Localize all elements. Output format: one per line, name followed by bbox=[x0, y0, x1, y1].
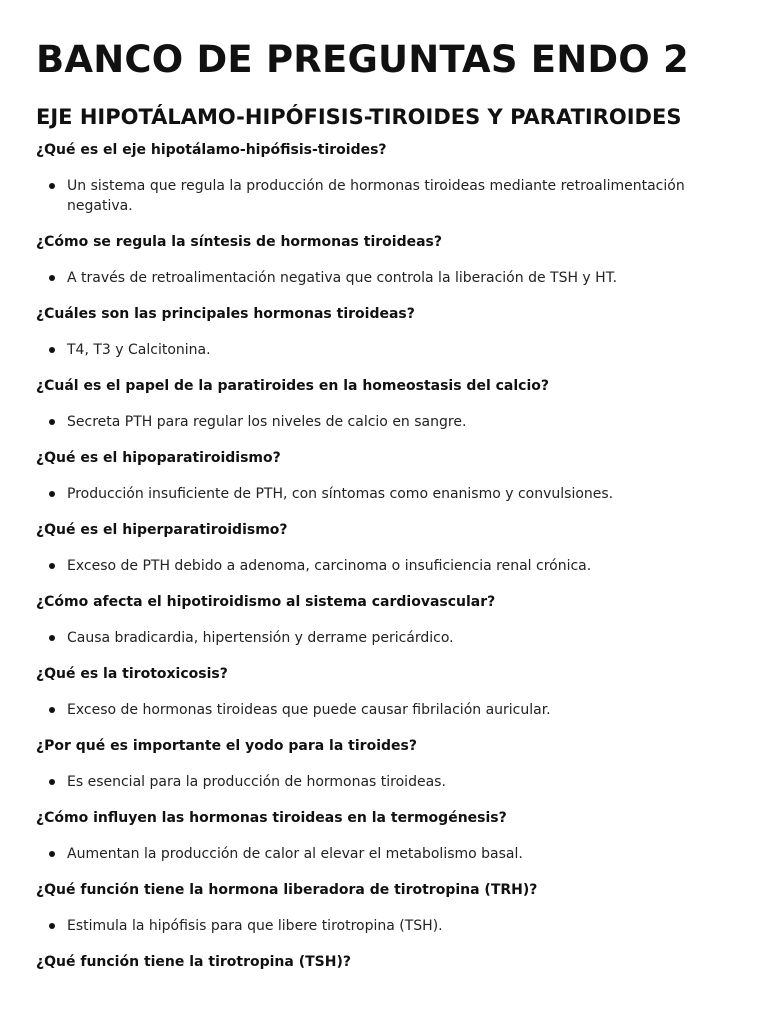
bullet-icon bbox=[49, 183, 55, 189]
qa-item bbox=[36, 736, 732, 792]
qa-item bbox=[36, 304, 732, 360]
qa-item bbox=[36, 952, 732, 972]
answer-item bbox=[36, 412, 732, 432]
answer-item bbox=[36, 772, 732, 792]
bullet-icon bbox=[49, 563, 55, 569]
bullet-icon bbox=[49, 419, 55, 425]
question-text: ¿Cómo influyen las hormonas tiroideas en la termogénesis? bbox=[36, 810, 507, 826]
question-text: ¿Cómo afecta el hipotiroidismo al sistema cardiovascular? bbox=[36, 594, 496, 610]
question-list bbox=[36, 140, 732, 988]
answer-item bbox=[36, 176, 732, 216]
question-text: ¿Cómo se regula la síntesis de hormonas tiroideas? bbox=[36, 234, 442, 250]
answer-text: Producción insuficiente de PTH, con síntomas como enanismo y convulsiones. bbox=[67, 486, 614, 502]
answer-text: Exceso de PTH debido a adenoma, carcinoma o insuficiencia renal crónica. bbox=[67, 558, 592, 574]
answer-item bbox=[36, 700, 732, 720]
answer-text: Aumentan la producción de calor al elevar el metabolismo basal. bbox=[67, 846, 523, 862]
answer-text: Estimula la hipófisis para que libere tirotropina (TSH). bbox=[67, 918, 443, 934]
answer-text: A través de retroalimentación negativa que controla la liberación de TSH y HT. bbox=[67, 270, 618, 286]
qa-item bbox=[36, 232, 732, 288]
document-title: BANCO DE PREGUNTAS ENDO 2 bbox=[36, 38, 689, 81]
answer-item bbox=[36, 628, 732, 648]
bullet-icon bbox=[49, 635, 55, 641]
answer-item bbox=[36, 556, 732, 576]
qa-item bbox=[36, 140, 732, 216]
question-text: ¿Qué es el hipoparatiroidismo? bbox=[36, 450, 281, 466]
answer-text: T4, T3 y Calcitonina. bbox=[67, 342, 211, 358]
qa-item bbox=[36, 664, 732, 720]
qa-item bbox=[36, 880, 732, 936]
bullet-icon bbox=[49, 707, 55, 713]
answer-item bbox=[36, 340, 732, 360]
question-text: ¿Cuál es el papel de la paratiroides en la homeostasis del calcio? bbox=[36, 378, 550, 394]
answer-text: Es esencial para la producción de hormonas tiroideas. bbox=[67, 774, 446, 790]
answer-item bbox=[36, 484, 732, 504]
answer-item bbox=[36, 916, 732, 936]
answer-text: Secreta PTH para regular los niveles de calcio en sangre. bbox=[67, 414, 467, 430]
question-text: ¿Qué es el eje hipotálamo-hipófisis-tiroides? bbox=[36, 142, 387, 158]
question-text: ¿Qué función tiene la hormona liberadora de tirotropina (TRH)? bbox=[36, 882, 538, 898]
answer-text: Un sistema que regula la producción de hormonas tiroideas mediante retroalimentación negativa. bbox=[67, 178, 685, 214]
answer-text: Causa bradicardia, hipertensión y derrame pericárdico. bbox=[67, 630, 454, 646]
bullet-icon bbox=[49, 851, 55, 857]
answer-item bbox=[36, 844, 732, 864]
question-text: ¿Qué es la tirotoxicosis? bbox=[36, 666, 228, 682]
bullet-icon bbox=[49, 275, 55, 281]
section-title: EJE HIPOTÁLAMO-HIPÓFISIS-TIROIDES Y PARATIROIDES bbox=[36, 105, 682, 129]
bullet-icon bbox=[49, 347, 55, 353]
bullet-icon bbox=[49, 779, 55, 785]
question-text: ¿Qué función tiene la tirotropina (TSH)? bbox=[36, 954, 351, 970]
question-text: ¿Qué es el hiperparatiroidismo? bbox=[36, 522, 288, 538]
answer-item bbox=[36, 268, 732, 288]
qa-item bbox=[36, 520, 732, 576]
qa-item bbox=[36, 592, 732, 648]
qa-item bbox=[36, 448, 732, 504]
bullet-icon bbox=[49, 491, 55, 497]
qa-item bbox=[36, 808, 732, 864]
qa-item bbox=[36, 376, 732, 432]
bullet-icon bbox=[49, 923, 55, 929]
question-text: ¿Cuáles son las principales hormonas tiroideas? bbox=[36, 306, 415, 322]
answer-text: Exceso de hormonas tiroideas que puede causar fibrilación auricular. bbox=[67, 702, 551, 718]
question-text: ¿Por qué es importante el yodo para la tiroides? bbox=[36, 738, 417, 754]
